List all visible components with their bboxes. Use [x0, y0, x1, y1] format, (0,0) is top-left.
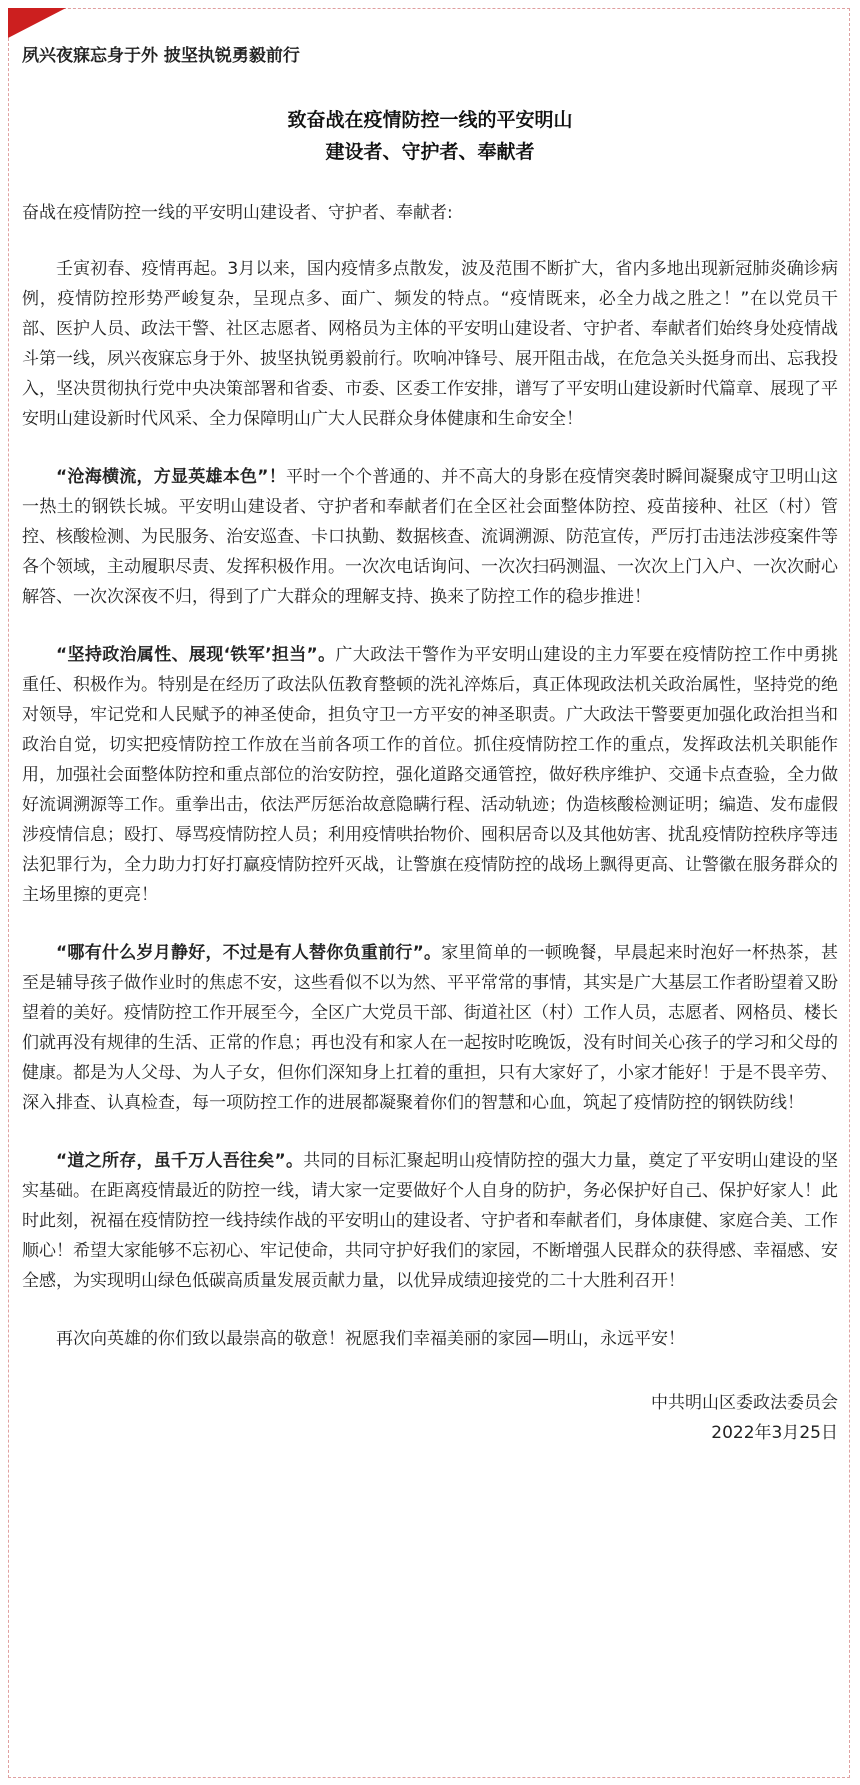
- letter-title-line1: 致奋战在疫情防控一线的平安明山: [287, 109, 573, 131]
- paragraph-6: [22, 1324, 838, 1354]
- header-title: 夙兴夜寐忘身于外 披坚执锐勇毅前行: [22, 46, 300, 66]
- paragraph-4-text: 家里简单的一顿晚餐，早晨起来时泡好一杯热茶，甚至是辅导孩子做作业时的焦虑不安，这些看似不以为然、平平常常的事情，其实是广大基层工作者盼望着又盼望着的美好。疫情防控工作开展至今，全区广大党员干部、街道社区（村）工作人员，志愿者、网格员、楼长们就再没有规律的生活、正常的作息；再也没有和家人在一起按时吃晚饭，没有时间关心孩子的学习和父母的健康。都是为人父母、为人子女，但你们深知身上扛着的重担，只有大家好了，小家才能好！于是不畏辛劳、深入排查、认真检查，每一项防控工作的进展都凝聚着你们的智慧和心血，筑起了疫情防控的钢铁防线！: [22, 943, 838, 1113]
- paragraph-6-text: 再次向英雄的你们致以最崇高的敬意！祝愿我们幸福美丽的家园—明山，永远平安！: [56, 1329, 685, 1349]
- article-content: [22, 44, 838, 1448]
- paragraph-5: [22, 1146, 838, 1296]
- signature-date: 2022年3月25日: [711, 1423, 838, 1443]
- letter-title-line2: 建设者、守护者、奉献者: [325, 141, 535, 163]
- paragraph-1-text: 壬寅初春、疫情再起。3月以来，国内疫情多点散发，波及范围不断扩大，省内多地出现新冠肺炎确诊病例，疫情防控形势严峻复杂，呈现点多、面广、频发的特点。“疫情既来，必全力战之胜之！”在以党员干部、医护人员、政法干警、社区志愿者、网格员为主体的平安明山建设者、守护者、奉献者们始终身处疫情战斗第一线，夙兴夜寐忘身于外、披坚执锐勇毅前行。吹响冲锋号、展开阻击战，在危急关头挺身而出、忘我投入，坚决贯彻执行党中央决策部署和省委、市委、区委工作安排，谱写了平安明山建设新时代篇章、展现了平安明山建设新时代风采、全力保障明山广大人民群众身体健康和生命安全！: [22, 259, 838, 429]
- paragraph-1: [22, 254, 838, 434]
- paragraph-4: [22, 938, 838, 1118]
- paragraph-3: [22, 640, 838, 910]
- signature: [22, 1388, 838, 1448]
- paragraph-4-lead: “哪有什么岁月静好，不过是有人替你负重前行”。: [56, 943, 442, 963]
- paragraph-5-lead: “道之所存，虽千万人吾往矣”。: [56, 1151, 304, 1171]
- paragraph-5-text: 共同的目标汇聚起明山疫情防控的强大力量，奠定了平安明山建设的坚实基础。在距离疫情最近的防控一线，请大家一定要做好个人自身的防护，务必保护好自己、保护好家人！此时此刻，祝福在疫情防控一线持续作战的平安明山的建设者、守护者和奉献者们，身体康健、家庭合美、工作顺心！希望大家能够不忘初心、牢记使命，共同守护好我们的家园，不断增强人民群众的获得感、幸福感、安全感，为实现明山绿色低碳高质量发展贡献力量，以优异成绩迎接党的二十大胜利召开！: [22, 1151, 838, 1291]
- letter-title: [22, 104, 838, 168]
- corner-ribbon: [8, 8, 66, 38]
- salutation: 奋战在疫情防控一线的平安明山建设者、守护者、奉献者:: [22, 203, 453, 223]
- paragraph-2-lead: “沧海横流，方显英雄本色”！: [56, 467, 286, 487]
- paragraph-3-lead: “坚持政治属性、展现‘铁军’担当”。: [56, 645, 336, 665]
- paragraph-2: [22, 462, 838, 612]
- paragraph-3-text: 广大政法干警作为平安明山建设的主力军要在疫情防控工作中勇挑重任、积极作为。特别是在经历了政法队伍教育整顿的洗礼淬炼后，真正体现政法机关政治属性，坚持党的绝对领导，牢记党和人民赋予的神圣使命，担负守卫一方平安的神圣职责。广大政法干警要更加强化政治担当和政治自觉，切实把疫情防控工作放在当前各项工作的首位。抓住疫情防控工作的重点，发挥政法机关职能作用，加强社会面整体防控和重点部位的治安防控，强化道路交通管控，做好秩序维护、交通卡点查验，全力做好流调溯源等工作。重拳出击，依法严厉惩治故意隐瞒行程、活动轨迹；伪造核酸检测证明；编造、发布虚假涉疫情信息；殴打、辱骂疫情防控人员；利用疫情哄抬物价、囤积居奇以及其他妨害、扰乱疫情防控秩序等违法犯罪行为，全力助力打好打赢疫情防控歼灭战，让警旗在疫情防控的战场上飘得更高、让警徽在服务群众的主场里擦的更亮！: [22, 645, 838, 905]
- signature-org: 中共明山区委政法委员会: [651, 1393, 838, 1413]
- paragraph-2-text: 平时一个个普通的、并不高大的身影在疫情突袭时瞬间凝聚成守卫明山这一热土的钢铁长城。平安明山建设者、守护者和奉献者们在全区社会面整体防控、疫苗接种、社区（村）管控、核酸检测、为民服务、治安巡查、卡口执勤、数据核查、流调溯源、防范宣传，严厉打击违法涉疫案件等各个领域，主动履职尽责、发挥积极作用。一次次电话询问、一次次扫码测温、一次次上门入户、一次次耐心解答、一次次深夜不归，得到了广大群众的理解支持、换来了防控工作的稳步推进！: [22, 467, 838, 607]
